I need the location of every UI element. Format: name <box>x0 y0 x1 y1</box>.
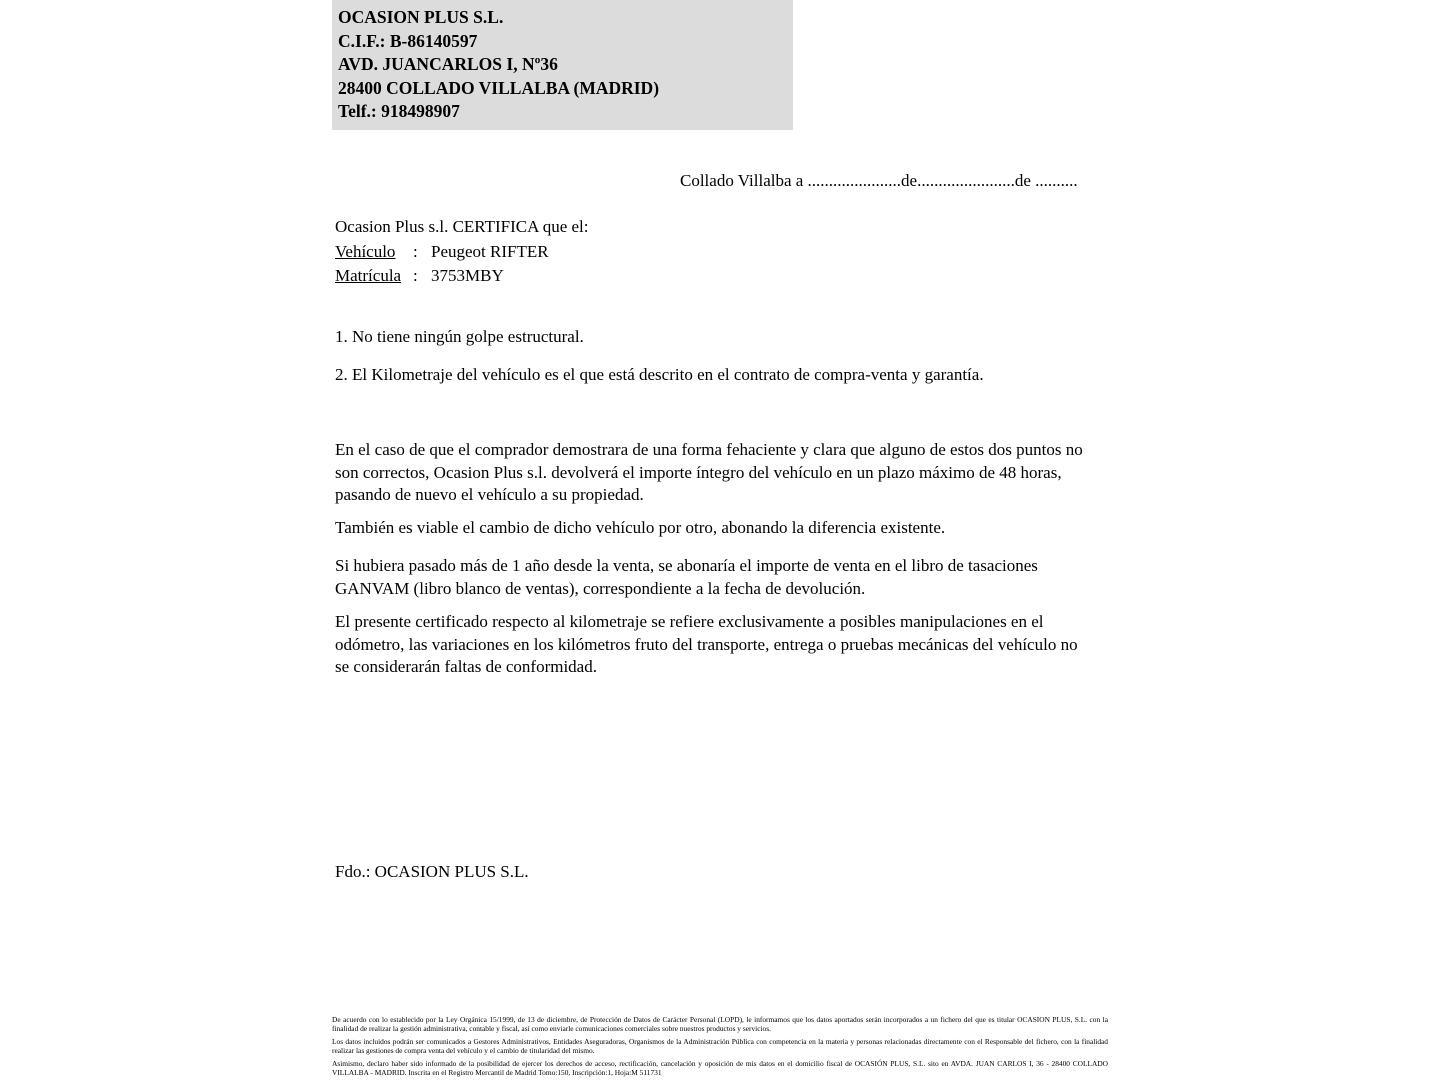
paragraph: Si hubiera pasado más de 1 año desde la venta, se abonaría el importe de venta en el libro de tasaciones GANVAM (libro blanco de ventas), correspondiente a la fecha de devolución. <box>335 556 1038 598</box>
paragraph: En el caso de que el comprador demostrara de una forma fehaciente y clara que alguno de estos dos puntos no son correctos, Ocasion Plus s.l. devolverá el importe íntegro del vehículo en un plazo máximo de 48 horas, pasando de nuevo el vehículo a su propiedad. <box>335 440 1083 504</box>
vehicle-row <box>335 240 589 265</box>
plate-label: Matrícula <box>335 266 402 285</box>
company-phone: Telf.: 918498907 <box>338 101 460 121</box>
plate-separator: : <box>413 266 418 285</box>
point-item: 2. El Kilometraje del vehículo es el que está descrito en el contrato de compra-venta y garantía. <box>335 365 984 384</box>
company-address: AVD. JUANCARLOS I, Nº36 <box>338 54 558 74</box>
company-name: OCASION PLUS S.L. <box>338 7 504 27</box>
plate-value: 3753MBY <box>431 266 504 285</box>
legal-paragraph: Los datos incluidos podrán ser comunicados a Gestores Administrativos, Entidades Aseguradoras, Organismos de la Administración Pública con competencia en la materia y personas relacionadas directamente con el Responsable del fichero, con la finalidad realizar las gestiones de compra venta del vehículo y el cambio de titularidad del mismo. <box>332 1037 1108 1056</box>
plate-row <box>335 264 589 289</box>
vehicle-separator: : <box>413 241 418 261</box>
date-line: Collado Villalba a ......................de.......................de .......... <box>680 171 1078 190</box>
point-item: 1. No tiene ningún golpe estructural. <box>335 327 584 346</box>
company-header-block <box>332 0 793 130</box>
certification-intro: Ocasion Plus s.l. CERTIFICA que el: <box>335 217 589 236</box>
company-city: 28400 COLLADO VILLALBA (MADRID) <box>338 77 660 98</box>
paragraph: También es viable el cambio de dicho vehículo por otro, abonando la diferencia existente. <box>335 518 946 537</box>
certification-block <box>335 215 589 289</box>
vehicle-label: Vehículo <box>335 241 396 261</box>
paragraph: El presente certificado respecto al kilometraje se refiere exclusivamente a posibles manipulaciones en el odómetro, las variaciones en los kilómetros fruto del transporte, entrega o pruebas mecánicas del vehículo no se considerarán faltas de conformidad. <box>335 612 1078 676</box>
legal-notice <box>332 1015 1108 1078</box>
signature-line: Fdo.: OCASION PLUS S.L. <box>335 862 529 881</box>
legal-paragraph: De acuerdo con lo establecido por la Ley Orgánica 15/1999, de 13 de diciembre, de Protección de Datos de Carácter Personal (LOPD), le informamos que los datos aportados serán incorporados a un fichero del que es titular OCASION PLUS, S.L. con la finalidad de realizar la gestión administrativa, contable y fiscal, así como enviarle comunicaciones comerciales sobre nuestros productos y servicios. <box>332 1015 1108 1034</box>
company-cif: C.I.F.: B-86140597 <box>338 30 478 51</box>
vehicle-value: Peugeot RIFTER <box>431 241 549 261</box>
legal-paragraph: Asimismo, declaro haber sido informado de la posibilidad de ejercer los derechos de acceso, rectificación, cancelación y oposición de mis datos en el domicilio fiscal de OCASIÓN PLUS, S.L. sito en AVDA. JUAN CARLOS I, 36 - 28400 COLLADO VILLALBA - MADRID. Inscrita en el Registro Mercantil de Madrid Tomo:150, Inscripción:1, Hoja:M 511731 <box>332 1059 1108 1078</box>
